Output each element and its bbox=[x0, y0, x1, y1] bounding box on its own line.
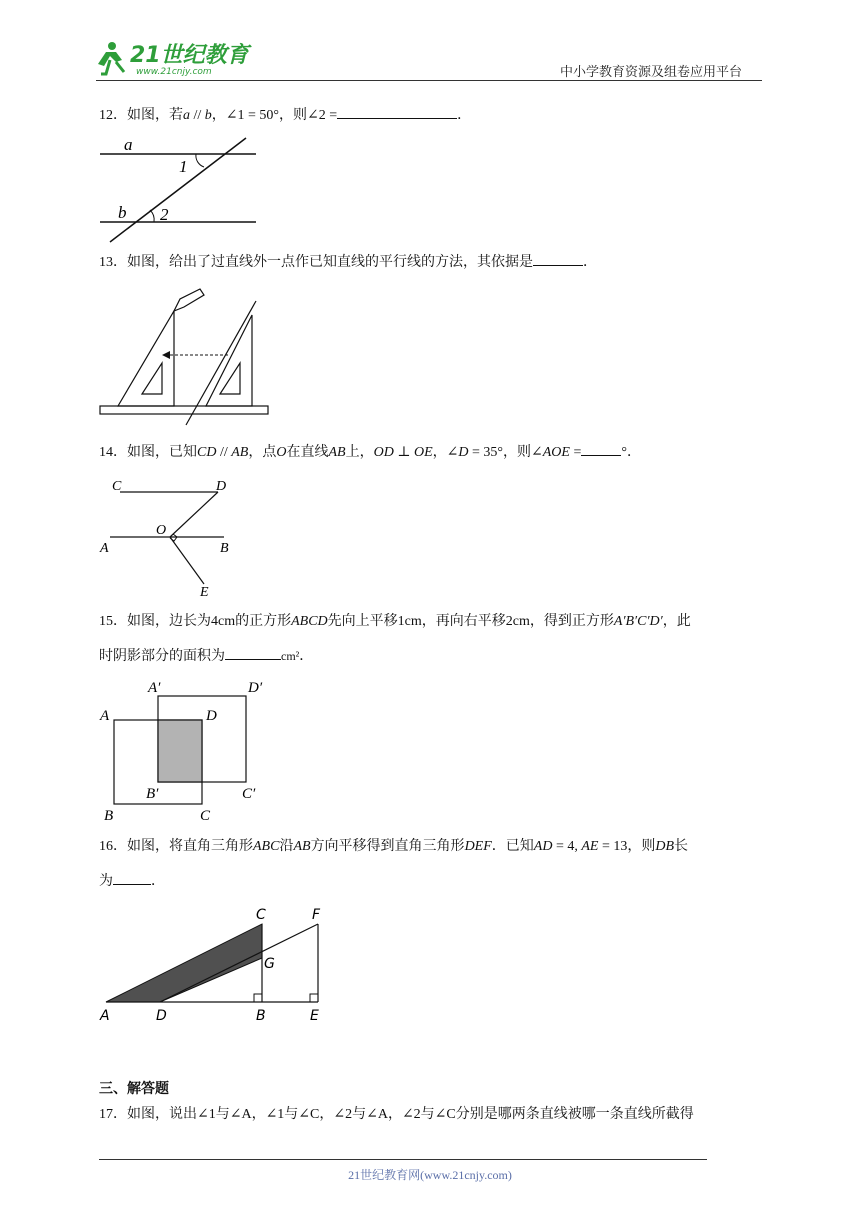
q16-var-ae: AE bbox=[581, 839, 599, 854]
q14-var-cd: CD bbox=[197, 445, 217, 460]
section-title: 三、解答题 bbox=[99, 1081, 169, 1097]
q16-var-ad: AD bbox=[533, 839, 553, 854]
logo-url: www.21cnjy.com bbox=[136, 67, 212, 77]
q12-var-a: a bbox=[183, 108, 190, 123]
q16-text-7: 长 bbox=[674, 839, 689, 854]
q13-figure bbox=[96, 285, 276, 427]
q14-text-2: ，点 bbox=[248, 445, 277, 460]
q14-var-d: D bbox=[458, 445, 469, 460]
q15-var-abcd: ABCD bbox=[291, 614, 328, 629]
label-G: G bbox=[264, 956, 275, 972]
q12-condition: ，∠1 = 50°，则∠2 = bbox=[211, 108, 338, 123]
q16-number: 16． bbox=[99, 839, 127, 854]
question-16 bbox=[99, 837, 688, 857]
label-F: F bbox=[312, 907, 321, 923]
q12-text: 如图，若 bbox=[127, 108, 183, 123]
answer-blank[interactable] bbox=[225, 647, 281, 660]
runner-icon bbox=[98, 42, 124, 74]
q14-number: 14． bbox=[99, 445, 127, 460]
q16-end: ． bbox=[151, 874, 165, 889]
answer-blank[interactable] bbox=[581, 443, 621, 456]
q14-text-5: ，∠ bbox=[432, 445, 459, 460]
label-A: A bbox=[100, 1008, 110, 1024]
header-platform-text: 中小学教育资源及组卷应用平台 bbox=[560, 65, 743, 80]
header-divider bbox=[96, 80, 762, 81]
label-E: E bbox=[310, 1008, 319, 1024]
q15-text-1: 如图，边长为4cm的正方形 bbox=[127, 614, 292, 629]
q15-number: 15． bbox=[99, 614, 127, 629]
q12-parallel: // bbox=[190, 108, 205, 123]
q13-end: ． bbox=[583, 255, 597, 270]
question-17 bbox=[99, 1105, 694, 1125]
q16-text-8: 为 bbox=[99, 874, 113, 889]
q14-var-o: O bbox=[276, 445, 287, 460]
q16-var-db: DB bbox=[655, 839, 675, 854]
arrow-left-icon bbox=[162, 351, 170, 359]
q15-text-3: ，此 bbox=[662, 614, 691, 629]
q14-text-6: = 35°，则∠ bbox=[468, 445, 543, 460]
label-B: B bbox=[104, 808, 114, 824]
q16-text-2: 沿 bbox=[279, 839, 294, 854]
q14-text-4: 上， bbox=[345, 445, 374, 460]
answer-blank[interactable] bbox=[337, 106, 457, 119]
q14-parallel: // bbox=[216, 445, 232, 460]
label-b: b bbox=[118, 203, 127, 222]
label-O: O bbox=[156, 523, 167, 538]
q17-text: 如图，说出∠1与∠A，∠1与∠C，∠2与∠A，∠2与∠C分别是哪两条直线被哪一条直线所截得 bbox=[127, 1107, 694, 1122]
label-angle-2: 2 bbox=[160, 205, 169, 224]
pencil-icon bbox=[174, 289, 204, 311]
label-B: B bbox=[220, 541, 229, 556]
q14-text-7: = bbox=[569, 445, 582, 460]
answer-blank[interactable] bbox=[113, 872, 151, 885]
question-14 bbox=[99, 443, 641, 463]
label-C: C bbox=[200, 808, 211, 824]
label-A: A bbox=[100, 541, 109, 556]
label-B-prime: B′ bbox=[146, 786, 159, 802]
q14-end: °． bbox=[621, 445, 641, 460]
label-B: B bbox=[256, 1008, 266, 1024]
q12-var-b: b bbox=[204, 108, 212, 123]
q14-var-ab2: AB bbox=[328, 445, 346, 460]
q15-unit: cm² bbox=[281, 649, 300, 663]
q16-var-def: DEF bbox=[464, 839, 492, 854]
label-A-prime: A′ bbox=[148, 680, 161, 696]
q15-text-2: 先向上平移1cm，再向右平移2cm，得到正方形 bbox=[327, 614, 614, 629]
question-15-line2 bbox=[99, 646, 313, 667]
q14-perp: ⊥ bbox=[393, 445, 414, 460]
q16-figure bbox=[96, 904, 336, 1028]
label-D: D bbox=[206, 708, 217, 724]
q16-var-ab: AB bbox=[293, 839, 311, 854]
ruler bbox=[100, 406, 268, 414]
q13-text: 如图，给出了过直线外一点作已知直线的平行线的方法，其依据是 bbox=[127, 255, 533, 270]
site-logo bbox=[96, 38, 266, 78]
q15-figure bbox=[96, 680, 276, 824]
q16-var-abc: ABC bbox=[253, 839, 280, 854]
q12-figure bbox=[96, 132, 266, 244]
label-C-prime: C′ bbox=[242, 786, 256, 802]
label-A: A bbox=[100, 708, 110, 724]
q14-text-1: 如图，已知 bbox=[127, 445, 197, 460]
q14-text-3: 在直线 bbox=[286, 445, 329, 460]
q13-number: 13． bbox=[99, 255, 127, 270]
question-12 bbox=[99, 106, 471, 126]
q14-var-oe: OE bbox=[413, 445, 433, 460]
question-15 bbox=[99, 612, 691, 632]
question-16-line2 bbox=[99, 872, 165, 892]
q15-end: ． bbox=[299, 649, 314, 664]
q14-var-ab: AB bbox=[231, 445, 249, 460]
q12-number: 12． bbox=[99, 108, 127, 123]
footer-divider bbox=[99, 1159, 707, 1160]
q12-end: ． bbox=[457, 108, 472, 123]
label-D: D bbox=[156, 1008, 167, 1024]
q16-text-6: = 13，则 bbox=[598, 839, 656, 854]
shaded-region bbox=[158, 720, 202, 782]
label-a: a bbox=[124, 135, 133, 154]
q14-var-aoe: AOE bbox=[542, 445, 570, 460]
logo-text: 21世纪教育 bbox=[130, 43, 249, 68]
label-angle-1: 1 bbox=[179, 157, 188, 176]
label-C: C bbox=[112, 479, 122, 494]
q16-text-4: ．已知 bbox=[491, 839, 534, 854]
q15-text-4: 时阴影部分的面积为 bbox=[99, 649, 225, 664]
q16-text-1: 如图，将直角三角形 bbox=[127, 839, 253, 854]
q16-text-5: = 4, bbox=[552, 839, 582, 854]
q17-number: 17． bbox=[99, 1107, 127, 1122]
q15-var-abcd2: A′B′C′D′ bbox=[613, 614, 663, 629]
label-D-prime: D′ bbox=[248, 680, 263, 696]
footer-link[interactable]: 21世纪教育网(www.21cnjy.com) bbox=[348, 1168, 512, 1182]
q16-text-3: 方向平移得到直角三角形 bbox=[310, 839, 465, 854]
answer-blank[interactable] bbox=[533, 253, 583, 266]
label-E: E bbox=[200, 585, 209, 598]
label-D: D bbox=[216, 479, 227, 494]
label-C: C bbox=[256, 907, 266, 923]
question-13 bbox=[99, 253, 597, 273]
q14-var-od: OD bbox=[373, 445, 394, 460]
q14-figure bbox=[96, 474, 246, 598]
